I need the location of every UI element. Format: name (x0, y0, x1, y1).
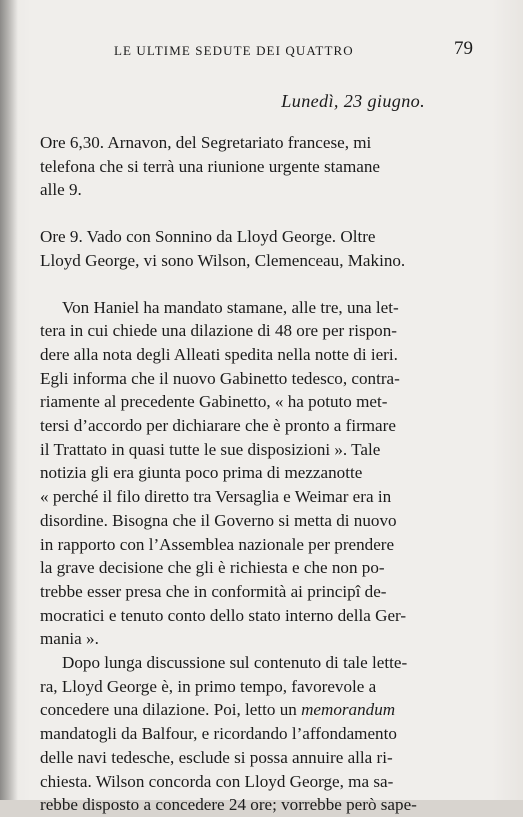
text-line: dere alla nota degli Alleati spedita nella notte di ieri. (40, 344, 398, 364)
entry-date: Lunedì, 23 giugno. (281, 91, 425, 111)
text-line: tera in cui chiede una dilazione di 48 ore per rispon- (40, 321, 397, 341)
text-line: ra, Lloyd George è, in primo tempo, favorevole a (40, 676, 377, 696)
page-number: 79 (454, 38, 473, 59)
page-header (40, 34, 473, 64)
text-line: Lloyd George, vi sono Wilson, Clemenceau, Makino. (40, 250, 406, 270)
text-line: delle navi tedesche, esclude si possa annuire alla ri- (40, 747, 393, 767)
text-line: mocratici e tenuto conto dello stato interno della Ger- (40, 605, 407, 625)
text-line: notizia gli era giunta poco prima di mezzanotte (40, 463, 363, 483)
text-line: Von Haniel ha mandato stamane, alle tre, una let- (62, 297, 399, 317)
text-line: telefona che si terrà una riunione urgente stamane (40, 156, 380, 176)
paragraph (40, 651, 430, 817)
text-line: rebbe disposto a concedere 24 ore; vorrebbe però sape- (40, 795, 417, 815)
text-line: Ore 9. Vado con Sonnino da Lloyd George. Oltre (40, 227, 376, 247)
text-line: in rapporto con l’Assemblea nazionale per prendere (40, 534, 395, 554)
text-line: alle 9. (40, 180, 82, 200)
text-line: Ore 6,30. Arnavon, del Segretariato francese, mi (40, 133, 372, 152)
text-line: Dopo lunga discussione sul contenuto di tale lette- (62, 653, 408, 673)
text-line: tersi d’accordo per dichiarare che è pronto a firmare (40, 416, 396, 436)
text-line: disordine. Bisogna che il Governo si metta di nuovo (40, 510, 397, 530)
text-line: mania ». (40, 629, 99, 649)
text-fragment: concedere una dilazione. Poi, letto un (40, 700, 302, 720)
paragraph (40, 225, 430, 272)
text-line: « perché il filo diretto tra Versaglia e Weimar era in (40, 487, 392, 507)
text-line: chiesta. Wilson concorda con Lloyd George, ma sa- (40, 771, 394, 791)
running-title: LE ULTIME SEDUTE DEI QUATTRO (114, 43, 354, 58)
text-line: il Trattato in quasi tutte le sue disposizioni ». Tale (40, 439, 381, 459)
paragraph (40, 131, 430, 202)
page-body (40, 131, 430, 817)
text-line: riamente al precedente Gabinetto, « ha potuto met- (40, 392, 388, 412)
book-spine-shadow (0, 0, 18, 800)
paragraph (40, 296, 430, 652)
text-line: la grave decisione che gli è richiesta e che non po- (40, 558, 385, 578)
text-line: trebbe esser presa che in conformità ai principî de- (40, 581, 387, 601)
text-line: mandatogli da Balfour, e ricordando l’affondamento (40, 724, 397, 744)
text-line: Egli informa che il nuovo Gabinetto tedesco, contra- (40, 368, 400, 388)
text-line (40, 698, 430, 722)
italic-term: memorandum (301, 700, 396, 720)
